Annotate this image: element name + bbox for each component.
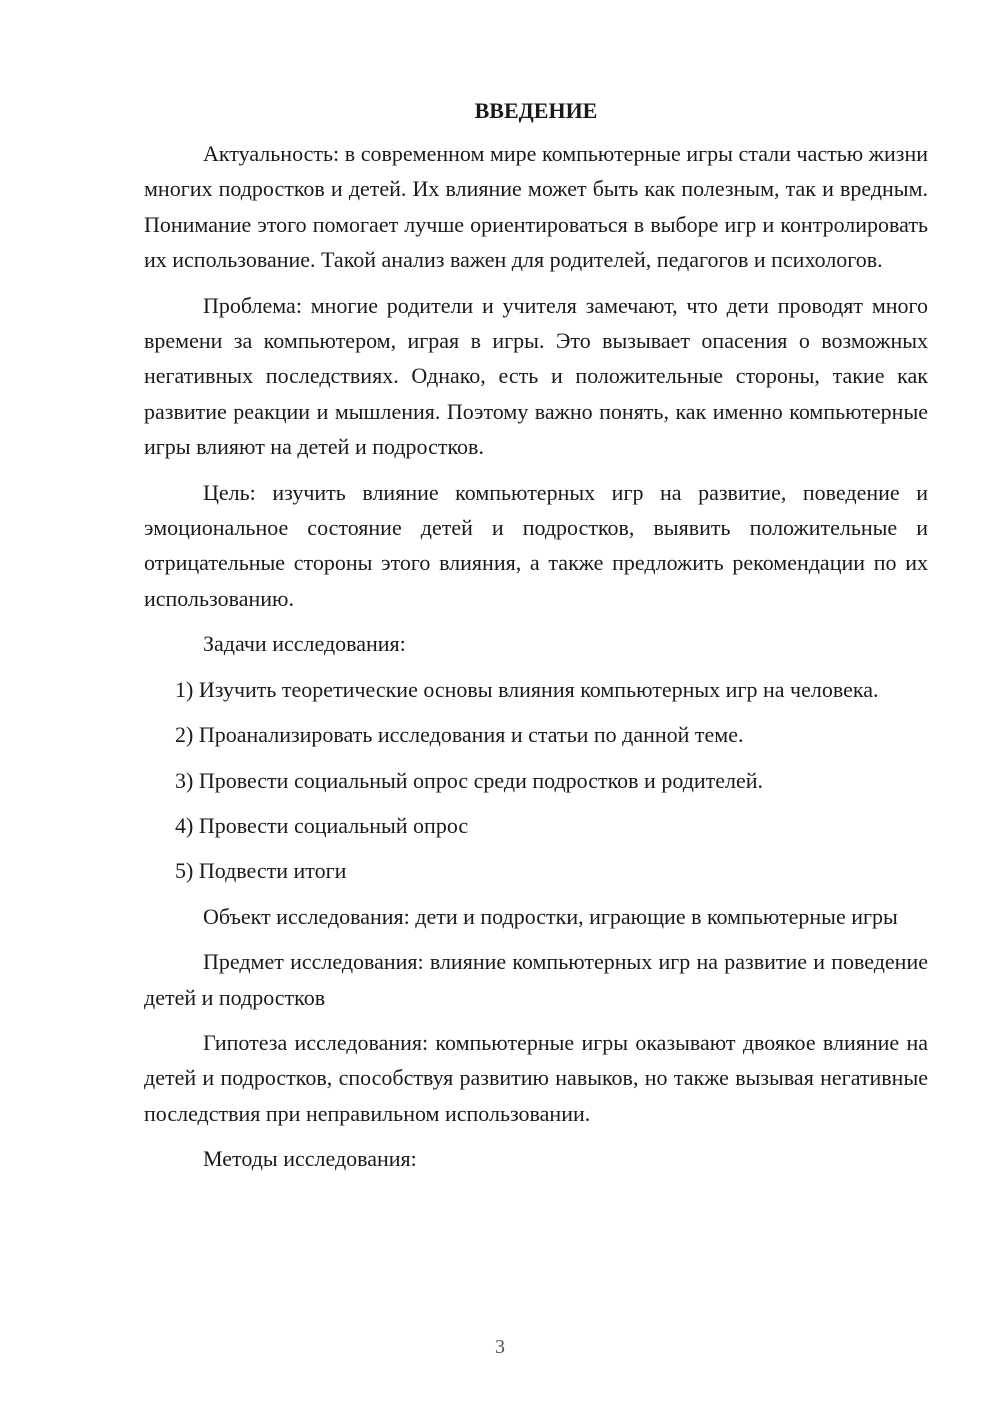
- hypothesis-paragraph: Гипотеза исследования: компьютерные игры оказывают двоякое влияние на детей и подростков, способствуя развитию навыков, но также вызывая негативные последствия при неправильном использовании.: [144, 1029, 928, 1126]
- page-number: 3: [495, 1336, 505, 1358]
- problem-paragraph: Проблема: многие родители и учителя замечают, что дети проводят много времени за компьютером, играя в игры. Это вызывает опасения о возможных негативных последствиях. Однако, есть и положительные стороны, такие как развитие реакции и мышления. Поэтому важно понять, как именно компьютерные игры влияют на детей и подростков.: [144, 292, 928, 460]
- object-paragraph: Объект исследования: дети и подростки, играющие в компьютерные игры: [203, 903, 898, 929]
- task-item-1: 1) Изучить теоретические основы влияния компьютерных игр на человека.: [175, 676, 879, 702]
- subject-paragraph: Предмет исследования: влияние компьютерных игр на развитие и поведение детей и подростков: [144, 949, 928, 1010]
- task-item-5: 5) Подвести итоги: [175, 858, 347, 884]
- document-page: [144, 92, 928, 1187]
- relevance-paragraph: Актуальность: в современном мире компьютерные игры стали частью жизни многих подростков и детей. Их влияние может быть как полезным, так и вредным. Понимание этого помогает лучше ориентироваться в выборе игр и контролировать их использование. Такой анализ важен для родителей, педагогов и психологов.: [144, 141, 928, 273]
- task-item-2: 2) Проанализировать исследования и статьи по данной теме.: [175, 722, 744, 748]
- goal-paragraph: Цель: изучить влияние компьютерных игр на развитие, поведение и эмоциональное состояние детей и подростков, выявить положительные и отрицательные стороны этого влияния, а также предложить рекомендации по их использованию.: [144, 479, 928, 611]
- section-heading: ВВЕДЕНИЕ: [474, 98, 598, 123]
- tasks-heading: Задачи исследования:: [203, 631, 406, 657]
- methods-heading: Методы исследования:: [203, 1146, 417, 1172]
- task-item-4: 4) Провести социальный опрос: [175, 812, 469, 838]
- task-item-3: 3) Провести социальный опрос среди подростков и родителей.: [175, 767, 764, 793]
